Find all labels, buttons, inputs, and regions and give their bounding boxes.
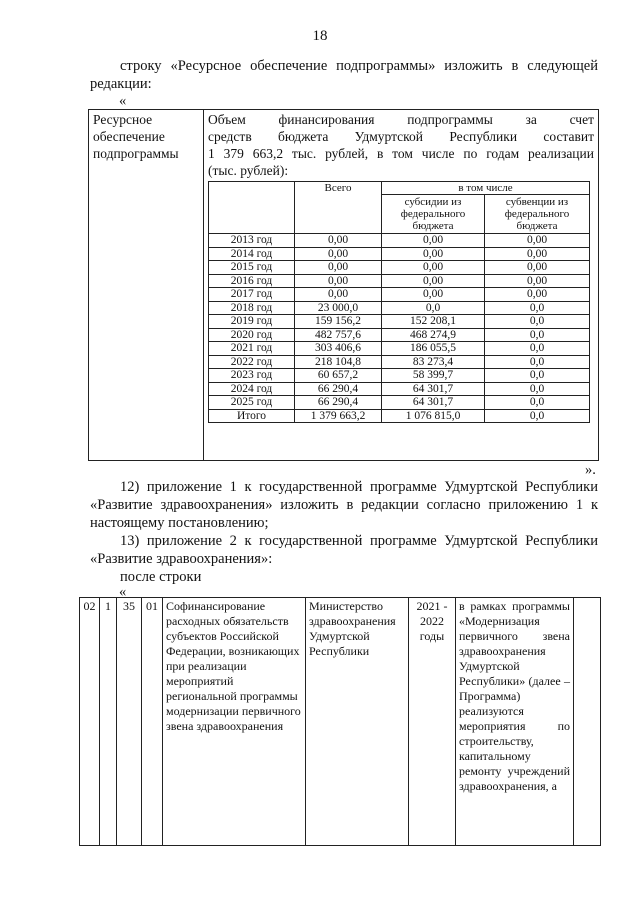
funding-subsidies: 1 076 815,0 — [382, 409, 485, 423]
activity-empty-cell — [574, 598, 601, 846]
funding-row — [209, 274, 590, 288]
activity-period: 2021 - 2022 годы — [409, 598, 456, 846]
funding-subsidies: 83 273,4 — [382, 355, 485, 369]
funding-subventions: 0,00 — [485, 247, 590, 261]
funding-subventions: 0,0 — [485, 382, 590, 396]
funding-subventions: 0,0 — [485, 301, 590, 315]
funding-header-total: Всего — [295, 182, 382, 234]
funding-subventions: 0,0 — [485, 328, 590, 342]
funding-row — [209, 342, 590, 356]
funding-total: 482 757,6 — [295, 328, 382, 342]
funding-subsidies: 152 208,1 — [382, 315, 485, 329]
code-main-activity: 35 — [117, 598, 142, 846]
resource-provision-table — [88, 109, 599, 461]
code-program: 02 — [80, 598, 100, 846]
resource-text-line: Объем финансирования подпрограммы за счет — [208, 112, 594, 127]
intro-paragraph-line: строку «Ресурсное обеспечение подпрограммы» изложить в следующей — [120, 58, 598, 74]
funding-total-row — [209, 409, 590, 423]
closing-quote: ». — [585, 462, 596, 478]
funding-header-federal-subventions: субвенции из федерального бюджета — [485, 195, 590, 234]
funding-total: 60 657,2 — [295, 369, 382, 383]
funding-row — [209, 261, 590, 275]
funding-row — [209, 234, 590, 248]
funding-subsidies: 0,00 — [382, 274, 485, 288]
funding-subsidies: 64 301,7 — [382, 382, 485, 396]
funding-subsidies: 64 301,7 — [382, 396, 485, 410]
resource-text-line: средств бюджета Удмуртской Республики составит — [208, 129, 594, 144]
item-13-line: «Развитие здравоохранения»: — [90, 551, 273, 567]
item-12-line: настоящему постановлению; — [90, 515, 269, 531]
funding-subsidies: 0,00 — [382, 288, 485, 302]
funding-header-year — [209, 182, 295, 234]
funding-by-year-table — [208, 181, 590, 423]
funding-row — [209, 315, 590, 329]
funding-subventions: 0,0 — [485, 315, 590, 329]
activity-name: Софинансирование расходных обязательств субъектов Российской Федерации, возникающих при реализации мероприятий региональной программы модернизации первичного звена здравоохранения — [163, 598, 306, 846]
item-13-line: 13) приложение 2 к государственной программе Удмуртской Республики — [120, 533, 598, 549]
funding-subventions: 0,0 — [485, 355, 590, 369]
funding-total: 1 379 663,2 — [295, 409, 382, 423]
page-number: 18 — [312, 28, 328, 44]
funding-row — [209, 301, 590, 315]
resource-label-line: подпрограммы — [93, 146, 179, 161]
funding-subventions: 0,00 — [485, 288, 590, 302]
funding-total: 159 156,2 — [295, 315, 382, 329]
funding-total: 66 290,4 — [295, 382, 382, 396]
opening-quote: « — [119, 584, 127, 600]
funding-row — [209, 355, 590, 369]
funding-total: 218 104,8 — [295, 355, 382, 369]
funding-row — [209, 396, 590, 410]
funding-total: 66 290,4 — [295, 396, 382, 410]
funding-total: 0,00 — [295, 274, 382, 288]
activity-executor: Министерство здравоохранения Удмуртской Республики — [306, 598, 409, 846]
funding-year: 2025 год — [209, 396, 295, 410]
funding-total: 0,00 — [295, 234, 382, 248]
funding-year: 2018 год — [209, 301, 295, 315]
funding-total: 0,00 — [295, 288, 382, 302]
item-12-line: 12) приложение 1 к государственной программе Удмуртской Республики — [120, 479, 598, 495]
funding-total: 23 000,0 — [295, 301, 382, 315]
resource-label-line: Ресурсное — [93, 112, 153, 127]
funding-year: 2022 год — [209, 355, 295, 369]
funding-row — [209, 328, 590, 342]
funding-year: 2014 год — [209, 247, 295, 261]
after-row-text: после строки — [120, 569, 202, 585]
funding-total: 0,00 — [295, 261, 382, 275]
code-subprogram: 1 — [100, 598, 117, 846]
funding-subsidies: 0,00 — [382, 261, 485, 275]
funding-total: 0,00 — [295, 247, 382, 261]
funding-subventions: 0,0 — [485, 342, 590, 356]
funding-year: 2020 год — [209, 328, 295, 342]
funding-subventions: 0,00 — [485, 234, 590, 248]
resource-text-line: (тыс. рублей): — [208, 163, 289, 178]
funding-header-group: в том числе — [382, 182, 590, 195]
funding-year: 2023 год — [209, 369, 295, 383]
funding-subsidies: 0,0 — [382, 301, 485, 315]
intro-paragraph-line: редакции: — [90, 76, 152, 92]
item-12-line: «Развитие здравоохранения» изложить в редакции согласно приложению 1 к — [90, 497, 598, 513]
funding-year: Итого — [209, 409, 295, 423]
funding-subsidies: 0,00 — [382, 234, 485, 248]
funding-year: 2021 год — [209, 342, 295, 356]
funding-year: 2016 год — [209, 274, 295, 288]
activity-table — [79, 597, 601, 846]
funding-year: 2015 год — [209, 261, 295, 275]
resource-label-cell — [89, 110, 204, 461]
funding-year: 2017 год — [209, 288, 295, 302]
funding-row — [209, 369, 590, 383]
funding-subsidies: 58 399,7 — [382, 369, 485, 383]
funding-row — [209, 247, 590, 261]
funding-year: 2024 год — [209, 382, 295, 396]
resource-label-line: обеспечение — [93, 129, 165, 144]
funding-subsidies: 0,00 — [382, 247, 485, 261]
code-activity: 01 — [142, 598, 163, 846]
opening-quote: « — [119, 93, 127, 109]
resource-text-line: 1 379 663,2 тыс. рублей, в том числе по годам реализации — [208, 146, 594, 161]
funding-subventions: 0,0 — [485, 396, 590, 410]
funding-subventions: 0,0 — [485, 409, 590, 423]
funding-year: 2013 год — [209, 234, 295, 248]
activity-description: в рамках программы «Модернизация первичного звена здравоохранения Удмуртской Республики» (далее – Программа) реализуются мероприятия по строительству, капитальному ремонту учреждений здравоохранения, а — [456, 598, 574, 846]
funding-subsidies: 468 274,9 — [382, 328, 485, 342]
funding-subventions: 0,00 — [485, 261, 590, 275]
funding-subventions: 0,00 — [485, 274, 590, 288]
funding-total: 303 406,6 — [295, 342, 382, 356]
funding-year: 2019 год — [209, 315, 295, 329]
funding-row — [209, 288, 590, 302]
activity-row — [80, 598, 601, 846]
resource-description-cell — [204, 110, 599, 461]
funding-subventions: 0,0 — [485, 369, 590, 383]
funding-header-federal-subsidies: субсидии из федерального бюджета — [382, 195, 485, 234]
funding-row — [209, 382, 590, 396]
funding-subsidies: 186 055,5 — [382, 342, 485, 356]
